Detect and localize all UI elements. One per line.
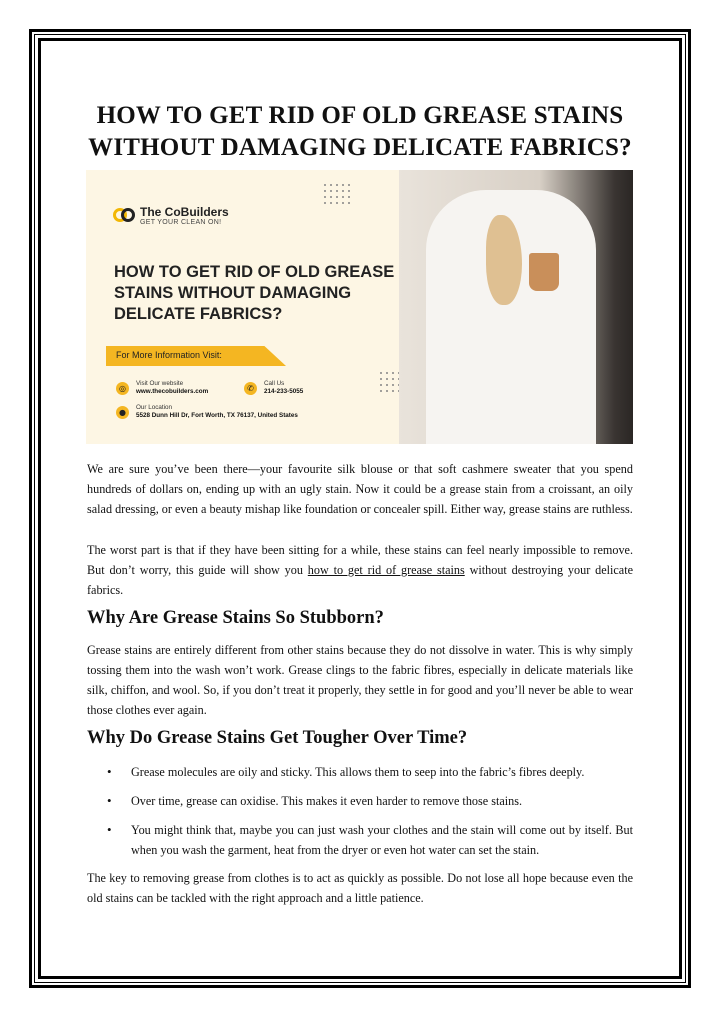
location-label: Our Location [136, 404, 173, 411]
coffee-cup-illustration [529, 253, 559, 291]
banner-brand: The CoBuilders [140, 205, 229, 219]
list-item: • Grease molecules are oily and sticky. This allows them to seep into the fabric’s fibres deeply. [87, 762, 633, 782]
grease-stains-link[interactable]: how to get rid of grease stains [307, 563, 465, 577]
decorative-dots [322, 182, 354, 206]
banner-tagline: GET YOUR CLEAN ON! [140, 219, 222, 226]
website-block [136, 380, 208, 396]
p2-text-after: without destroying your delicate fabrics. [87, 563, 633, 597]
second-paragraph [87, 540, 633, 600]
location-block [136, 404, 298, 420]
closing-paragraph: The key to removing grease from clothes is to act as quickly as possible. Do not lose all hope because even the old stains can be tackled with the right approach and a little patience. [87, 871, 633, 905]
section-heading-stubborn: Why Are Grease Stains So Stubborn? [87, 608, 384, 628]
location-pin-icon: ● [116, 406, 129, 419]
stubborn-paragraph: Grease stains are entirely different from other stains because they do not dissolve in water. This is why simply tossing them into the wash won’t work. Grease clings to the fabric fibres, especially in delicate materials like silk, chiffon, and wool. So, if you don’t treat it properly, they settle in for good and you’ll never be able to wear those clothes ever again. [87, 643, 633, 717]
p2-text-before: The worst part is that if they have been sitting for a while, these stains can feel nearly impossible to remove. But don’t worry, this guide will show you [87, 543, 633, 577]
banner-heading: HOW TO GET RID OF OLD GREASE STAINS WITHOUT DAMAGING DELICATE FABRICS? [114, 263, 395, 323]
call-label: Call Us [264, 380, 285, 387]
phone-block [264, 380, 303, 396]
cobuilders-logo-icon [113, 208, 135, 222]
page-title: HOW TO GET RID OF OLD GREASE STAINS WITHOUT DAMAGING DELICATE FABRICS? [88, 102, 632, 161]
list-item: • Over time, grease can oxidise. This makes it even harder to remove those stains. [87, 791, 633, 811]
globe-icon: ◎ [116, 382, 129, 395]
list-item: • You might think that, maybe you can just wash your clothes and the stain will come out by itself. But when you wash the garment, heat from the dryer or even hot water can set the stain. [87, 820, 633, 860]
website-label: Visit Our website [136, 380, 184, 387]
tougher-bullet-list [87, 762, 633, 869]
intro-paragraph: We are sure you’ve been there—your favourite silk blouse or that soft cashmere sweater that you spend hundreds of dollars on, ending up with an ugly stain. Now it could be a grease stain from a croissant, an oily salad dressing, or even a beauty mishap like foundation or concealer spill. Either way, grease stains are ruthless. [87, 462, 633, 516]
hero-banner-image [86, 170, 633, 444]
website-value: www.thecobuilders.com [136, 388, 209, 395]
section-heading-tougher: Why Do Grease Stains Get Tougher Over Time? [87, 728, 468, 748]
info-bar-text: For More Information Visit: [116, 350, 222, 360]
phone-icon: ✆ [244, 382, 257, 395]
location-value: 5528 Dunn Hill Dr, Fort Worth, TX 76137, United States [136, 412, 298, 419]
call-value: 214-233-5055 [264, 388, 304, 395]
